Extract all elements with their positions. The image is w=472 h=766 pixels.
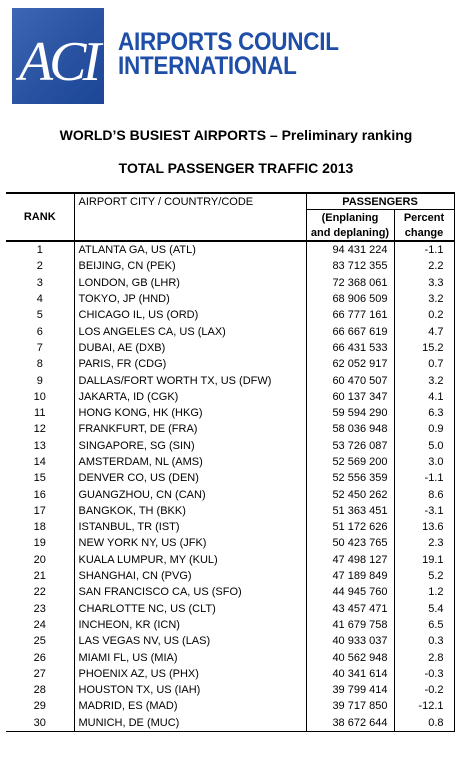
city-cell: NEW YORK NY, US (JFK): [74, 535, 306, 551]
city-cell: PHOENIX AZ, US (PHX): [74, 666, 306, 682]
change-cell: 0.9: [394, 421, 454, 437]
city-cell: INCHEON, KR (ICN): [74, 617, 306, 633]
change-cell: 0.7: [394, 356, 454, 372]
city-cell: SHANGHAI, CN (PVG): [74, 568, 306, 584]
table-row: [6, 241, 454, 258]
rank-cell: 4: [36, 293, 43, 306]
rank-cell: 19: [33, 537, 46, 550]
city-cell: BANGKOK, TH (BKK): [74, 503, 306, 519]
table-row: [6, 715, 454, 732]
change-cell: -12.1: [394, 698, 454, 714]
passengers-cell: 40 933 037: [306, 633, 394, 649]
city-cell: JAKARTA, ID (CGK): [74, 389, 306, 405]
passengers-cell: 38 672 644: [306, 715, 394, 732]
change-cell: 4.7: [394, 323, 454, 339]
city-cell: PARIS, FR (CDG): [74, 356, 306, 372]
rank-cell: 13: [33, 439, 46, 452]
aci-logo-icon: [12, 8, 104, 104]
table-row: [6, 584, 454, 600]
passengers-cell: 52 450 262: [306, 486, 394, 502]
table-row: [6, 649, 454, 665]
city-cell: GUANGZHOU, CN (CAN): [74, 486, 306, 502]
enplaning-header-1: (Enplaning: [306, 210, 394, 226]
change-cell: -1.1: [394, 241, 454, 258]
svg-text:ACI: ACI: [18, 31, 98, 93]
table-row: [6, 372, 454, 388]
rank-cell: 24: [33, 618, 46, 631]
change-cell: 4.1: [394, 389, 454, 405]
document-subtitle: TOTAL PASSENGER TRAFFIC 2013: [118, 160, 354, 176]
table-row: [6, 323, 454, 339]
document-title: WORLD’S BUSIEST AIRPORTS – Preliminary ranking: [59, 127, 413, 143]
rank-cell: 14: [33, 456, 46, 468]
table-row: [6, 454, 454, 470]
passengers-cell: 51 172 626: [306, 519, 394, 535]
rank-cell: 16: [33, 488, 46, 501]
change-cell: 2.8: [394, 649, 454, 665]
city-cell: DENVER CO, US (DEN): [74, 470, 306, 486]
table-row: [6, 421, 454, 437]
rank-cell: 25: [33, 635, 46, 648]
city-cell: LAS VEGAS NV, US (LAS): [74, 633, 306, 649]
change-cell: 0.2: [394, 307, 454, 323]
table-row: [6, 291, 454, 307]
city-header: AIRPORT CITY / COUNTRY/CODE: [74, 193, 306, 210]
table-row: [6, 682, 454, 698]
change-cell: 2.3: [394, 535, 454, 551]
passengers-cell: 62 052 917: [306, 356, 394, 372]
change-cell: 5.2: [394, 568, 454, 584]
rank-cell: 21: [33, 570, 46, 583]
organization-name: [118, 30, 339, 78]
city-cell: MIAMI FL, US (MIA): [74, 649, 306, 665]
rank-cell: 2: [36, 260, 43, 273]
table-row: [6, 405, 454, 421]
change-cell: 3.2: [394, 291, 454, 307]
city-cell: SAN FRANCISCO CA, US (SFO): [74, 584, 306, 600]
city-cell: FRANKFURT, DE (FRA): [74, 421, 306, 437]
table-row: [6, 307, 454, 323]
city-cell: MADRID, ES (MAD): [74, 698, 306, 714]
passengers-header: PASSENGERS: [306, 193, 454, 210]
table-row: [6, 519, 454, 535]
passengers-cell: 58 036 948: [306, 421, 394, 437]
rank-cell: 27: [33, 667, 46, 680]
change-cell: 8.6: [394, 486, 454, 502]
city-cell: DALLAS/FORT WORTH TX, US (DFW): [74, 372, 306, 388]
city-cell: TOKYO, JP (HND): [74, 291, 306, 307]
change-cell: -3.1: [394, 503, 454, 519]
rank-cell: 22: [33, 586, 46, 599]
passengers-cell: 66 431 533: [306, 340, 394, 356]
table-body: [6, 241, 454, 731]
passengers-cell: 51 363 451: [306, 503, 394, 519]
rank-cell: 9: [36, 374, 43, 387]
rank-cell: 5: [36, 309, 43, 322]
change-cell: 2.2: [394, 258, 454, 274]
rank-cell: 1: [36, 244, 43, 257]
change-cell: 15.2: [394, 340, 454, 356]
passengers-cell: 47 189 849: [306, 568, 394, 584]
change-cell: -0.3: [394, 666, 454, 682]
rank-cell: 8: [36, 358, 43, 371]
table-row: [6, 601, 454, 617]
change-cell: 0.3: [394, 633, 454, 649]
percent-header-2: change: [394, 225, 454, 241]
city-cell: SINGAPORE, SG (SIN): [74, 438, 306, 454]
city-cell: CHARLOTTE NC, US (CLT): [74, 601, 306, 617]
passengers-cell: 40 562 948: [306, 649, 394, 665]
passengers-cell: 60 137 347: [306, 389, 394, 405]
table-row: [6, 503, 454, 519]
rank-cell: 20: [33, 553, 46, 566]
change-cell: 13.6: [394, 519, 454, 535]
change-cell: 3.2: [394, 372, 454, 388]
city-cell: ATLANTA GA, US (ATL): [74, 241, 306, 258]
table-row: [6, 535, 454, 551]
table-row: [6, 552, 454, 568]
change-cell: 1.2: [394, 584, 454, 600]
passengers-cell: 60 470 507: [306, 372, 394, 388]
table-row: [6, 633, 454, 649]
rank-cell: 30: [6, 715, 74, 732]
org-line-1: AIRPORTS COUNCIL: [118, 28, 339, 56]
rank-cell: 11: [34, 407, 46, 420]
change-cell: -0.2: [394, 682, 454, 698]
table-row: [6, 568, 454, 584]
rank-cell: 28: [33, 684, 46, 697]
rank-header: RANK: [23, 211, 56, 224]
change-cell: 3.0: [394, 454, 454, 470]
org-line-2: INTERNATIONAL: [118, 52, 297, 80]
change-cell: 0.8: [394, 715, 454, 732]
table-row: [6, 356, 454, 372]
rank-cell: 7: [36, 341, 43, 354]
rank-cell: 10: [33, 390, 46, 403]
change-cell: 3.3: [394, 275, 454, 291]
rank-cell: 15: [33, 472, 46, 485]
percent-header-1: Percent: [394, 210, 454, 226]
city-cell: ISTANBUL, TR (IST): [74, 519, 306, 535]
rank-cell: 23: [33, 602, 46, 615]
table-row: [6, 438, 454, 454]
passengers-cell: 59 594 290: [306, 405, 394, 421]
table-row: [6, 617, 454, 633]
passengers-cell: 39 717 850: [306, 698, 394, 714]
passengers-cell: 43 457 471: [306, 601, 394, 617]
rank-cell: 3: [36, 276, 43, 289]
passengers-cell: 66 667 619: [306, 323, 394, 339]
city-cell: LONDON, GB (LHR): [74, 275, 306, 291]
change-cell: -1.1: [394, 470, 454, 486]
ranking-table: [6, 192, 455, 732]
passengers-cell: 52 556 359: [306, 470, 394, 486]
passengers-cell: 44 945 760: [306, 584, 394, 600]
city-cell: CHICAGO IL, US (ORD): [74, 307, 306, 323]
rank-cell: 18: [33, 521, 46, 534]
passengers-cell: 47 498 127: [306, 552, 394, 568]
passengers-cell: 39 799 414: [306, 682, 394, 698]
change-cell: 5.4: [394, 601, 454, 617]
table-row: [6, 666, 454, 682]
rank-cell: 29: [33, 700, 46, 713]
passengers-cell: 41 679 758: [306, 617, 394, 633]
passengers-cell: 83 712 355: [306, 258, 394, 274]
city-cell: KUALA LUMPUR, MY (KUL): [74, 552, 306, 568]
table-row: [6, 698, 454, 714]
city-cell: LOS ANGELES CA, US (LAX): [74, 323, 306, 339]
rank-cell: 17: [33, 504, 46, 517]
city-cell: AMSTERDAM, NL (AMS): [74, 454, 306, 470]
passengers-cell: 72 368 061: [306, 275, 394, 291]
rank-cell: 26: [33, 651, 46, 664]
city-cell: HOUSTON TX, US (IAH): [74, 682, 306, 698]
rank-cell: 12: [33, 423, 46, 436]
change-cell: 19.1: [394, 552, 454, 568]
change-cell: 6.3: [394, 405, 454, 421]
table-row: [6, 340, 454, 356]
table-row: [6, 486, 454, 502]
city-cell: BEIJING, CN (PEK): [74, 258, 306, 274]
rank-cell: 6: [36, 325, 43, 338]
passengers-cell: 53 726 087: [306, 438, 394, 454]
table-row: [6, 389, 454, 405]
table-row: [6, 275, 454, 291]
table-row: [6, 470, 454, 486]
enplaning-header-2: and deplaning): [306, 225, 394, 241]
city-cell: DUBAI, AE (DXB): [74, 340, 306, 356]
passengers-cell: 50 423 765: [306, 535, 394, 551]
change-cell: 6.5: [394, 617, 454, 633]
rank-header-top: [6, 193, 74, 210]
passengers-cell: 94 431 224: [306, 241, 394, 258]
passengers-cell: 68 906 509: [306, 291, 394, 307]
city-cell: HONG KONG, HK (HKG): [74, 405, 306, 421]
passengers-cell: 40 341 614: [306, 666, 394, 682]
passengers-cell: 66 777 161: [306, 307, 394, 323]
change-cell: 5.0: [394, 438, 454, 454]
city-cell: MUNICH, DE (MUC): [74, 715, 306, 732]
table-row: [6, 258, 454, 274]
passengers-cell: 52 569 200: [306, 454, 394, 470]
